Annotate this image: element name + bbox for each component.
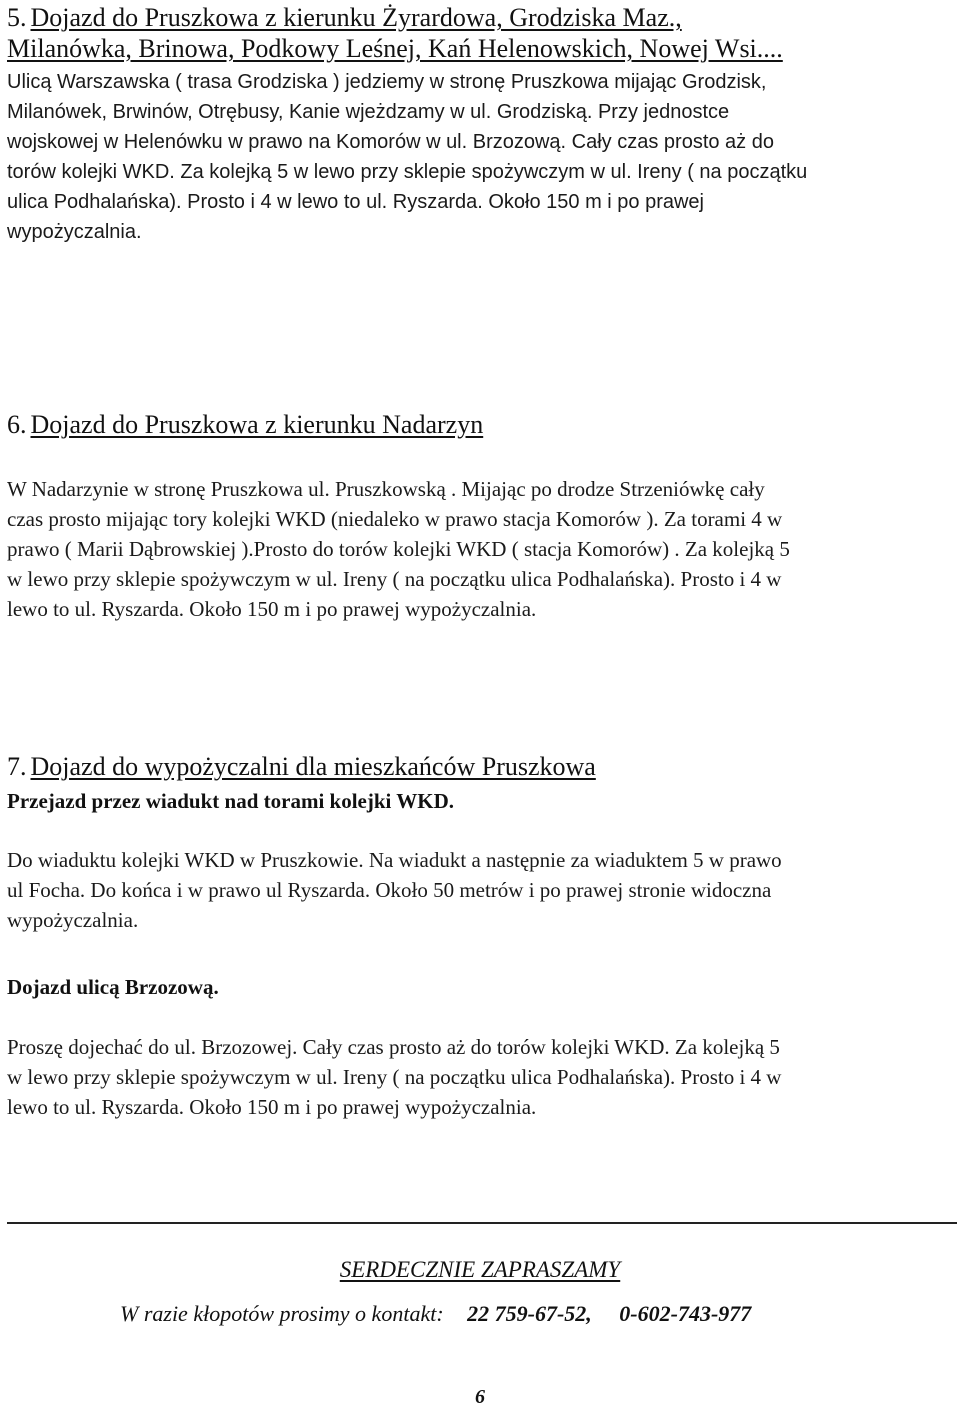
section-5-title-line2: Milanówka, Brinowa, Podkowy Leśnej, Kań Helenowskich, Nowej Wsi.... [7, 34, 783, 63]
page-number: 6 [475, 1386, 485, 1408]
contact-prefix: W razie kłopotów prosimy o kontakt: [120, 1301, 444, 1326]
section-6-line-2: czas prosto mijając tory kolejki WKD (niedaleko w prawo stacja Komorów ). Za torami 4 w [7, 507, 783, 531]
section-5-line-3: wojskowej w Helenówku w prawo na Komorów w ul. Brzozową. Cały czas prosto aż do [7, 131, 774, 153]
section-7-line-1: Do wiaduktu kolejki WKD w Pruszkowie. Na wiadukt a następnie za wiaduktem 5 w prawo [7, 848, 782, 872]
section-6-body [7, 474, 790, 624]
section-7-subtitle: Przejazd przez wiadukt nad torami kolejki WKD. [7, 789, 454, 813]
phone-1: 22 759-67-52, [467, 1301, 592, 1326]
section-6-title: Dojazd do Pruszkowa z kierunku Nadarzyn [30, 410, 484, 439]
section-7-line-3: wypożyczalnia. [7, 908, 139, 932]
section-6-line-4: w lewo przy sklepie spożywczym w ul. Ireny ( na początku ulica Podhalańska). Prosto i 4 w [7, 567, 782, 591]
section-7-line-2: ul Focha. Do końca i w prawo ul Ryszarda. Około 50 metrów i po prawej stronie widoczna [7, 878, 772, 902]
section-5-body [7, 67, 807, 247]
section-5-line-1: Ulicą Warszawska ( trasa Grodziska ) jedziemy w stronę Pruszkowa mijając Grodzisk, [7, 71, 767, 93]
section-5-heading [7, 2, 783, 64]
invite-text: SERDECZNIE ZAPRASZAMY [339, 1257, 621, 1282]
section-7-title: Dojazd do wypożyczalni dla mieszkańców Pruszkowa [30, 752, 596, 781]
section-7-body [7, 845, 782, 935]
section-7-heading [7, 751, 596, 782]
section-7-line2-2: w lewo przy sklepie spożywczym w ul. Ireny ( na początku ulica Podhalańska). Prosto i 4 w [7, 1065, 782, 1089]
contact-line [120, 1300, 751, 1328]
section-5-title-line1: Dojazd do Pruszkowa z kierunku Żyrardowa, Grodziska Maz., [30, 3, 682, 32]
section-5-line-4: torów kolejki WKD. Za kolejką 5 w lewo przy sklepie spożywczym w ul. Ireny ( na początku [7, 161, 808, 183]
section-7-line2-3: lewo to ul. Ryszarda. Około 150 m i po prawej wypożyczalnia. [7, 1095, 537, 1119]
section-5-line-2: Milanówek, Brwinów, Otrębusy, Kanie wjeżdzamy w ul. Grodziską. Przy jednostce [7, 101, 730, 123]
section-7-body-2 [7, 1032, 781, 1122]
section-6-line-3: prawo ( Marii Dąbrowskiej ).Prosto do torów kolejki WKD ( stacja Komorów) . Za kolejką 5 [7, 537, 790, 561]
section-6-heading [7, 409, 483, 440]
section-7-line2-1: Proszę dojechać do ul. Brzozowej. Cały czas prosto aż do torów kolejki WKD. Za kolejką 5 [7, 1035, 780, 1059]
section-7-subtitle-2: Dojazd ulicą Brzozową. [7, 975, 219, 999]
section-6-number: 6. [7, 410, 27, 439]
footer-divider [7, 1222, 957, 1224]
section-5-number: 5. [7, 3, 27, 32]
section-6-line-1: W Nadarzynie w stronę Pruszkowa ul. Pruszkowską . Mijając po drodze Strzeniówkę cały [7, 477, 765, 501]
phone-2: 0-602-743-977 [619, 1301, 752, 1326]
section-5-line-6: wypożyczalnia. [7, 221, 142, 243]
section-5-line-5: ulica Podhalańska). Prosto i 4 w lewo to ul. Ryszarda. Około 150 m i po prawej [7, 191, 705, 213]
section-6-line-5: lewo to ul. Ryszarda. Około 150 m i po prawej wypożyczalnia. [7, 597, 537, 621]
section-7-number: 7. [7, 752, 27, 781]
